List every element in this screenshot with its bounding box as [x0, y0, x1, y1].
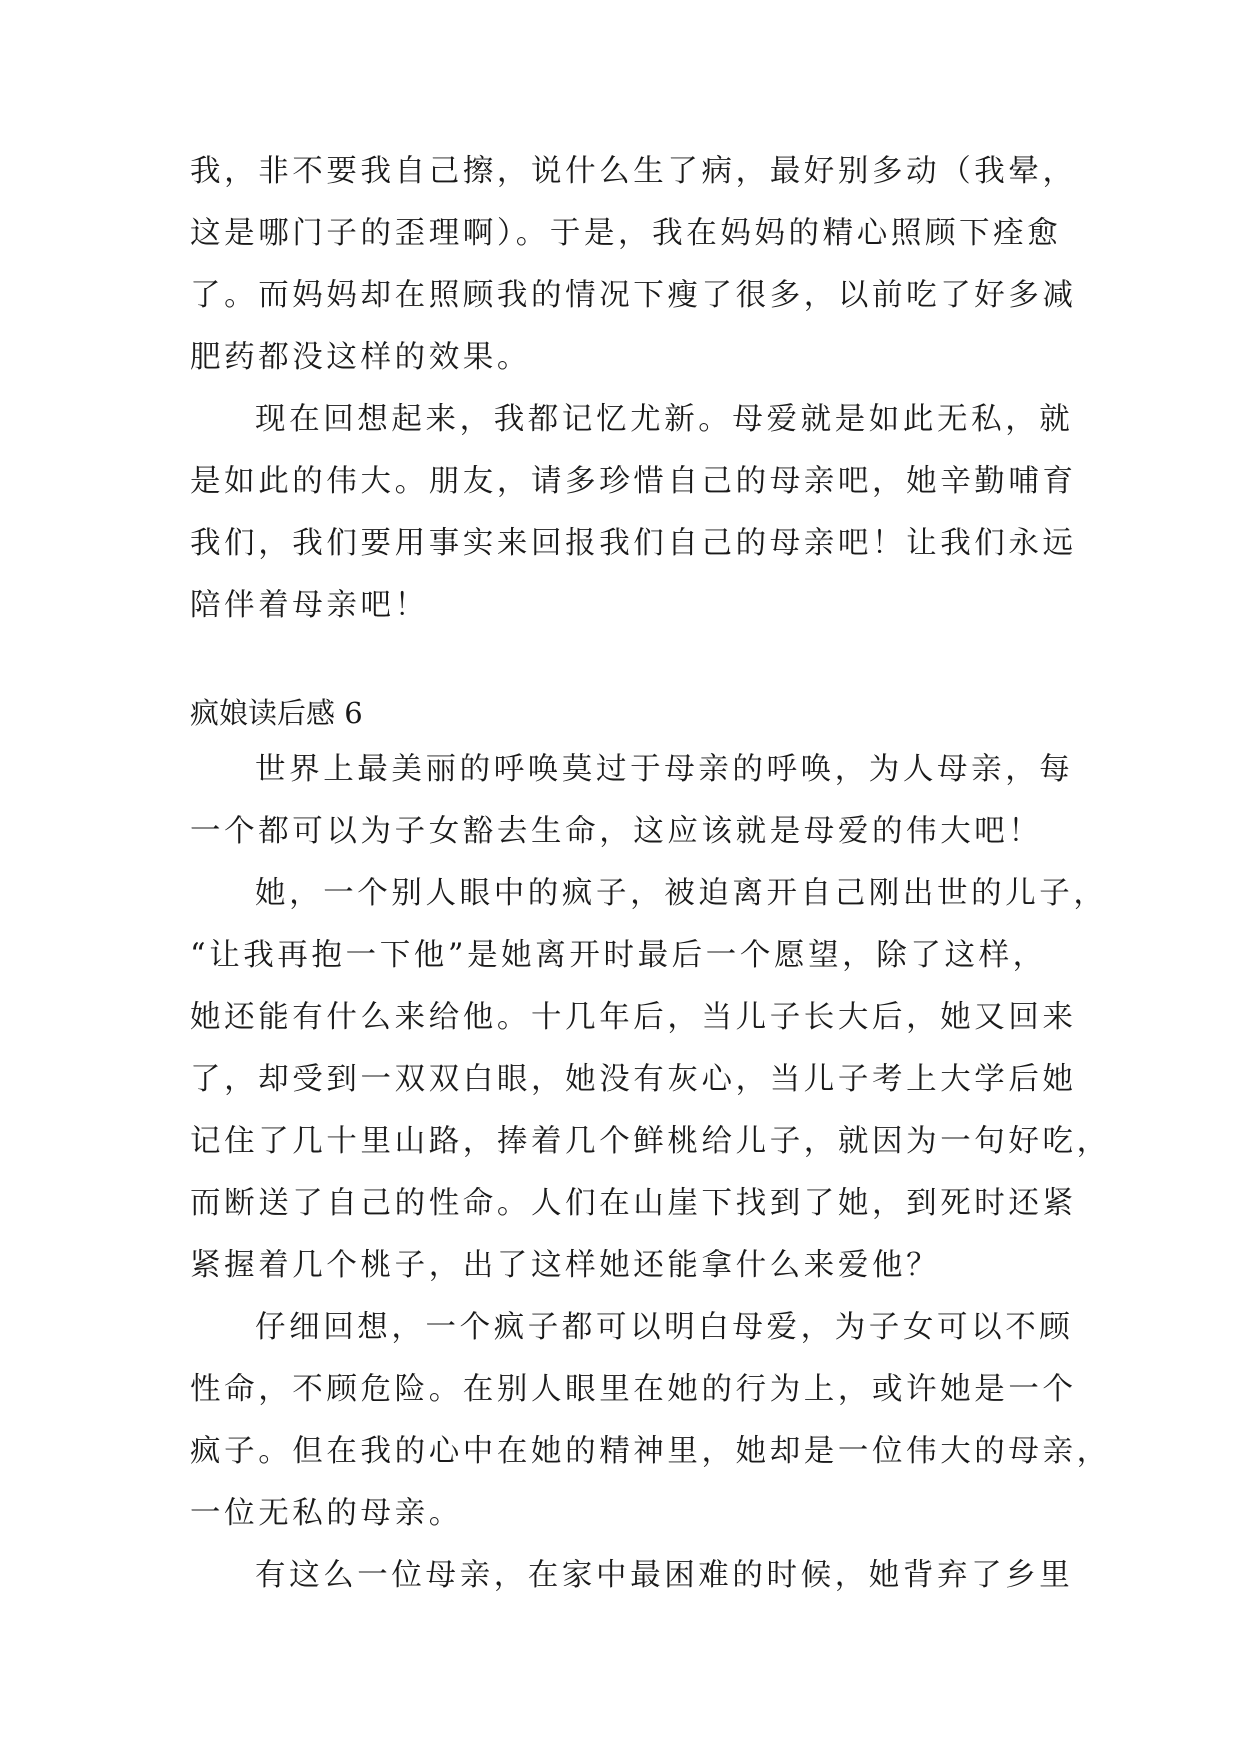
body-text-line: 记住了几十里山路，捧着几个鲜桃给儿子，就因为一句好吃，	[190, 1124, 1111, 1159]
body-text-line: 了。而妈妈却在照顾我的情况下瘦了很多，以前吃了好多减	[190, 278, 1077, 313]
body-text-line: 陪伴着母亲吧！	[190, 588, 429, 623]
paragraph-first-line: 有这么一位母亲，在家中最困难的时候，她背弃了乡里	[255, 1558, 1074, 1593]
body-text-line: 了，却受到一双双白眼，她没有灰心，当儿子考上大学后她	[190, 1062, 1077, 1097]
paragraph-first-line: 世界上最美丽的呼唤莫过于母亲的呼唤，为人母亲，每	[255, 752, 1074, 787]
body-text-line: 一个都可以为子女豁去生命，这应该就是母爱的伟大吧！	[190, 814, 1043, 849]
body-text-line: 是如此的伟大。朋友，请多珍惜自己的母亲吧，她辛勤哺育	[190, 464, 1077, 499]
body-text-line: 我，非不要我自己擦，说什么生了病，最好别多动（我晕，	[190, 154, 1077, 189]
body-text-line: 性命，不顾危险。在别人眼里在她的行为上，或许她是一个	[190, 1372, 1077, 1407]
body-text-line: 而断送了自己的性命。人们在山崖下找到了她，到死时还紧	[190, 1186, 1077, 1221]
body-text-line: 一位无私的母亲。	[190, 1496, 463, 1531]
body-text-line: 疯子。但在我的心中在她的精神里，她却是一位伟大的母亲，	[190, 1434, 1111, 1469]
body-text-line: 我们，我们要用事实来回报我们自己的母亲吧！让我们永远	[190, 526, 1077, 561]
paragraph-first-line: 她，一个别人眼中的疯子，被迫离开自己刚出世的儿子，	[255, 876, 1108, 911]
body-text-line: 肥药都没这样的效果。	[190, 340, 531, 375]
body-text-line: “让我再抱一下他”是她离开时最后一个愿望，除了这样，	[190, 938, 1047, 973]
paragraph-first-line: 现在回想起来，我都记忆尤新。母爱就是如此无私，就	[255, 402, 1074, 437]
section-heading: 疯娘读后感 6	[190, 696, 363, 730]
paragraph-first-line: 仔细回想，一个疯子都可以明白母爱，为子女可以不顾	[255, 1310, 1074, 1345]
body-text-line: 这是哪门子的歪理啊）。于是，我在妈妈的精心照顾下痊愈	[190, 216, 1062, 251]
body-text-line: 紧握着几个桃子，出了这样她还能拿什么来爱他？	[190, 1248, 941, 1283]
body-text-line: 她还能有什么来给他。十几年后，当儿子长大后，她又回来	[190, 1000, 1077, 1035]
